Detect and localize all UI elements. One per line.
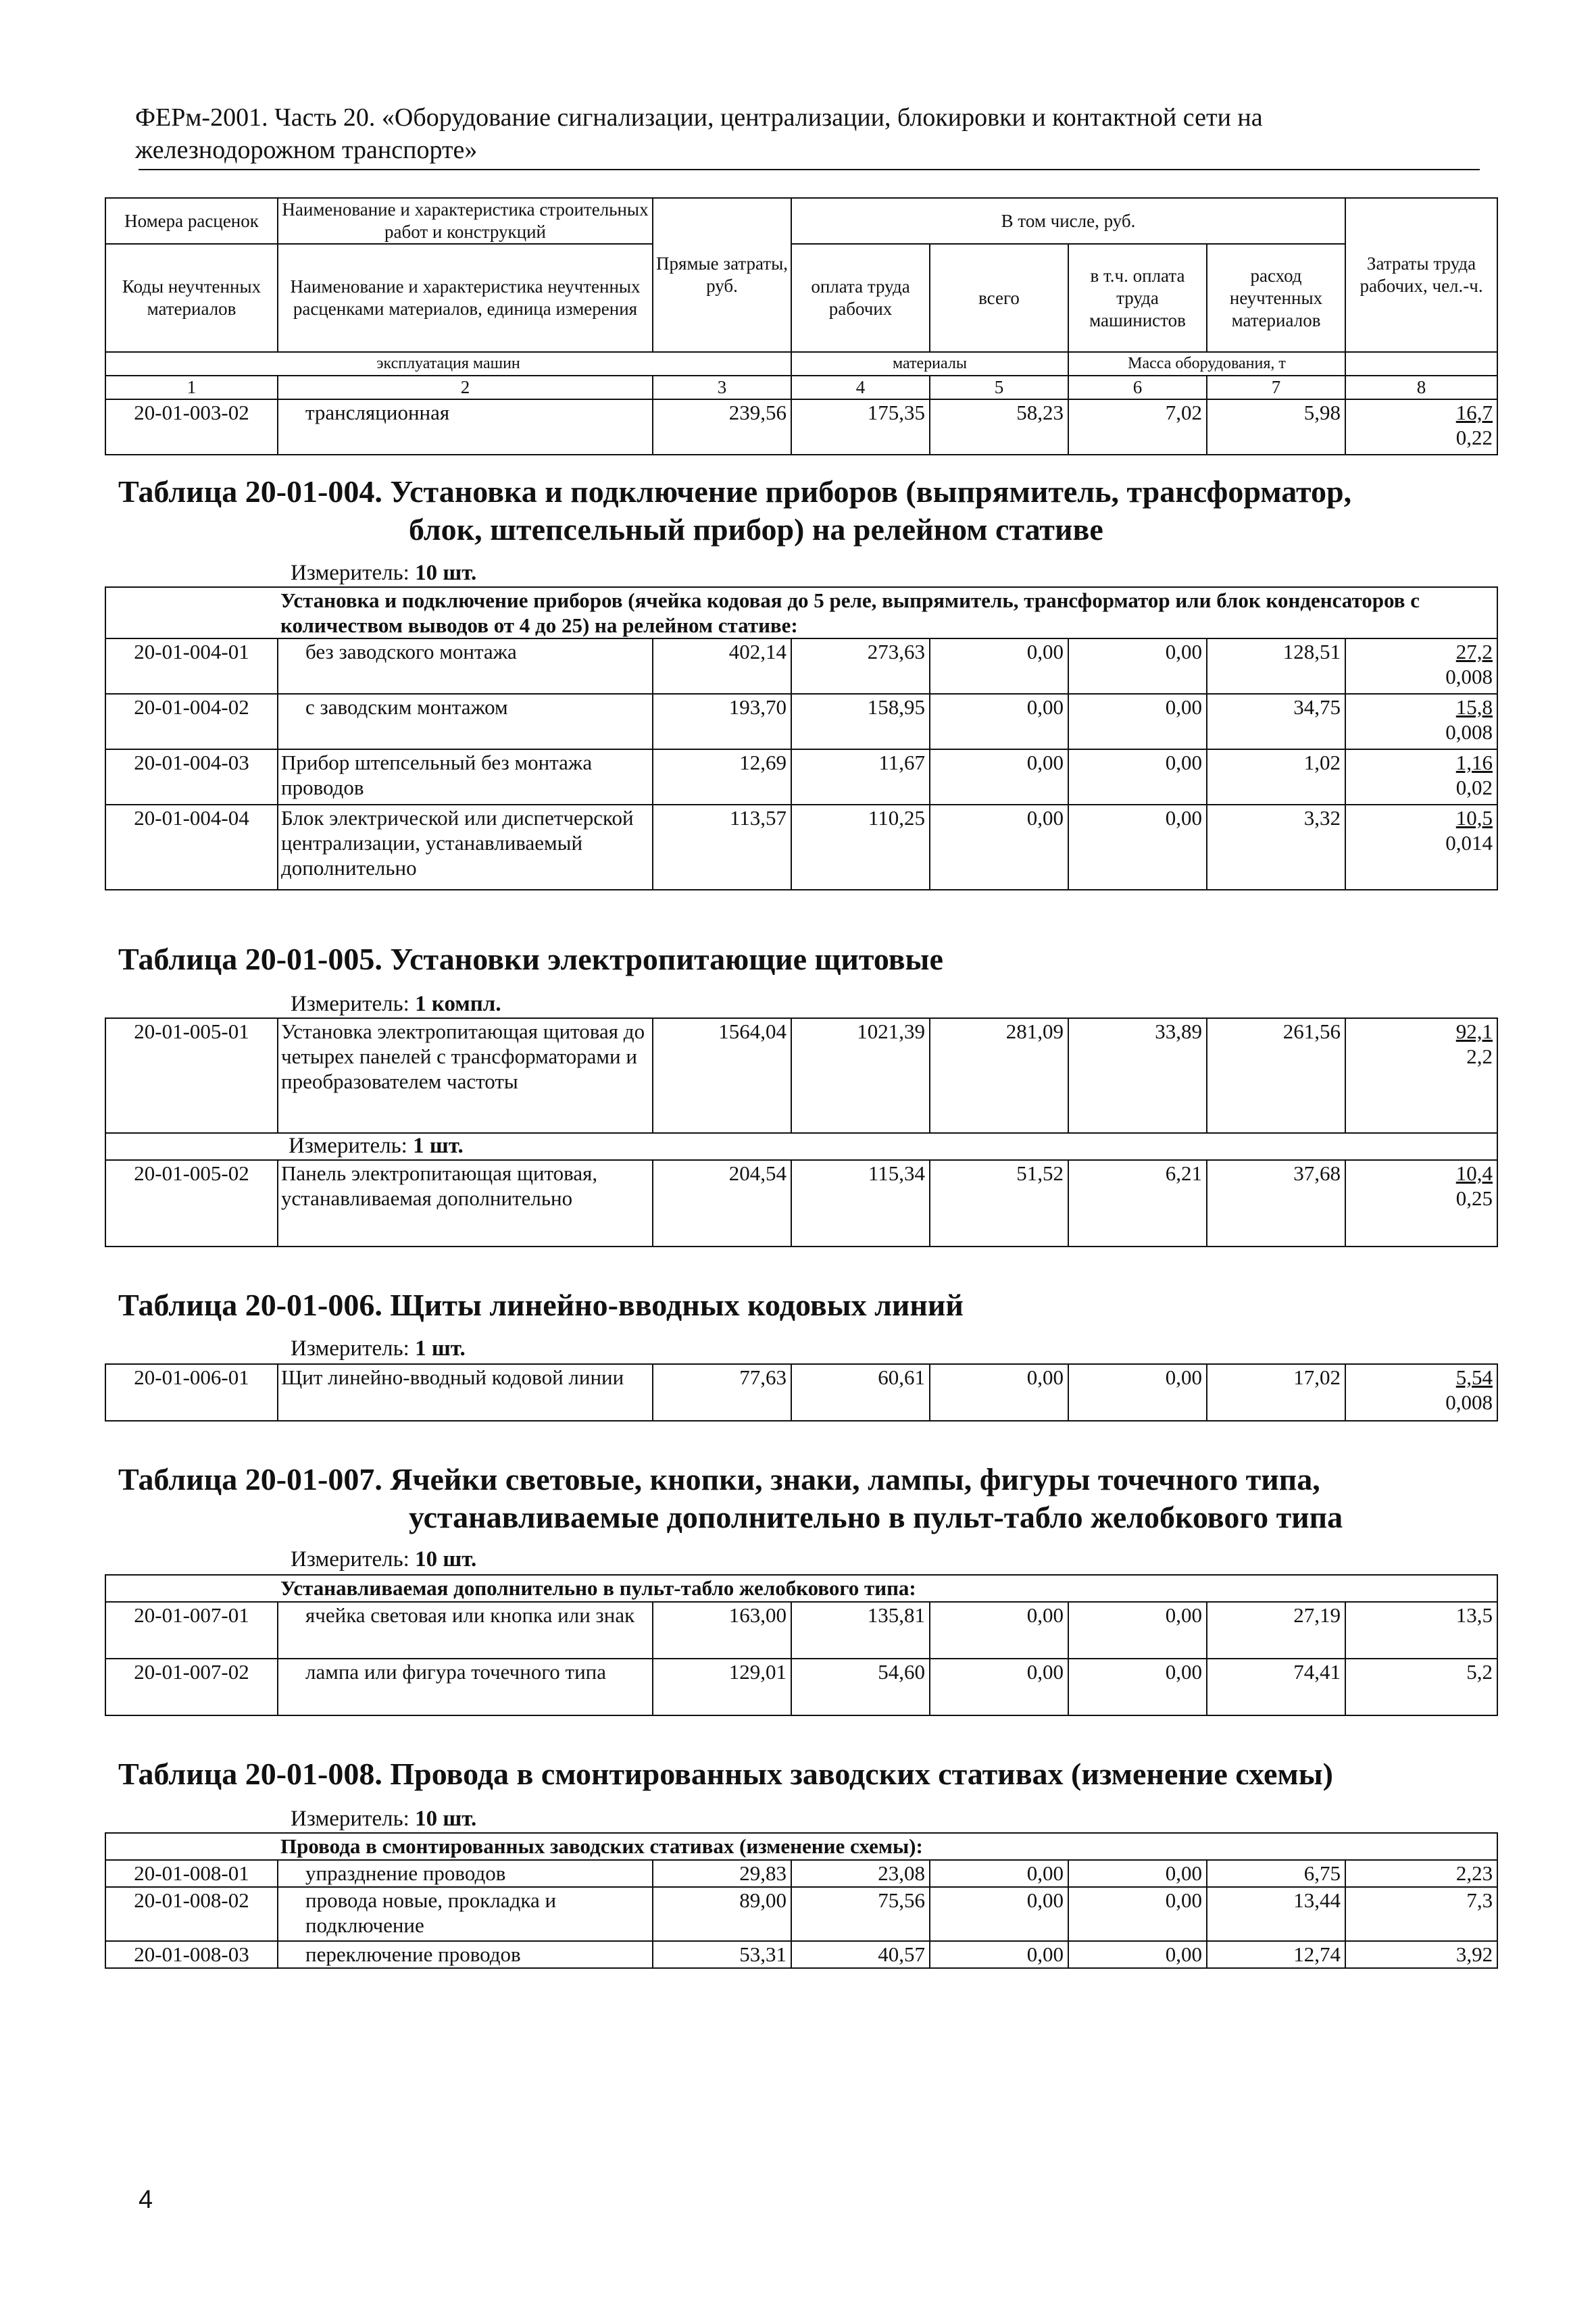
operator-pay: 0,00 — [1068, 1602, 1207, 1659]
labor-pay: 175,35 — [791, 399, 930, 455]
table-row — [105, 694, 1497, 749]
operator-pay: 0,00 — [1068, 638, 1207, 694]
rate-name: упразднение проводов — [278, 1860, 653, 1887]
labor-pay: 75,56 — [791, 1887, 930, 1941]
header-c5: всего — [930, 244, 1068, 352]
machines-total: 0,00 — [930, 749, 1068, 805]
machines-total: 0,00 — [930, 1941, 1068, 1968]
labor-hours: 13,5 — [1345, 1602, 1497, 1659]
table-004-meter: Измеритель: 10 шт. — [291, 561, 477, 585]
labor-pay: 60,61 — [791, 1364, 930, 1421]
operator-pay: 0,00 — [1068, 1659, 1207, 1715]
col-num-7: 7 — [1207, 376, 1345, 399]
rate-code: 20-01-003-02 — [105, 399, 278, 455]
table-007-title: Таблица 20-01-007. Ячейки световые, кнопки, знаки, лампы, фигуры точечного типа, устанавливаемые дополнительно в пульт-табло желобкового типа — [118, 1462, 1343, 1534]
col-num-3: 3 — [653, 376, 791, 399]
machines-total: 0,00 — [930, 694, 1068, 749]
rate-name: трансляционная — [278, 399, 653, 455]
table-007-subheader: Устанавливаемая дополнительно в пульт-табло желобкового типа: — [278, 1575, 1497, 1602]
rate-code: 20-01-006-01 — [105, 1364, 278, 1421]
rate-name: Прибор штепсельный без монтажа проводов — [278, 749, 653, 805]
machines-total: 0,00 — [930, 1887, 1068, 1941]
materials: 17,02 — [1207, 1364, 1345, 1421]
materials: 128,51 — [1207, 638, 1345, 694]
table-008 — [105, 1832, 1498, 1969]
labor-pay: 110,25 — [791, 805, 930, 890]
machines-total: 58,23 — [930, 399, 1068, 455]
labor-hours-mass: 92,1 2,2 — [1345, 1018, 1497, 1133]
labor-pay: 1021,39 — [791, 1018, 930, 1133]
rate-code: 20-01-008-01 — [105, 1860, 278, 1887]
rate-name: провода новые, прокладка и подключение — [278, 1887, 653, 1941]
table-004 — [105, 586, 1498, 890]
materials: 37,68 — [1207, 1160, 1345, 1247]
rate-code: 20-01-007-01 — [105, 1602, 278, 1659]
col-num-8: 8 — [1345, 376, 1497, 399]
direct-cost: 89,00 — [653, 1887, 791, 1941]
materials: 3,32 — [1207, 805, 1345, 890]
rate-name: ячейка световая или кнопка или знак — [278, 1602, 653, 1659]
labor-hours: 5,2 — [1345, 1659, 1497, 1715]
header-c1a: Номера расценок — [105, 198, 278, 244]
table-row — [105, 1860, 1497, 1887]
operator-pay: 0,00 — [1068, 805, 1207, 890]
materials: 261,56 — [1207, 1018, 1345, 1133]
header-c8a: Затраты труда рабочих, чел.-ч. — [1345, 198, 1497, 352]
labor-pay: 40,57 — [791, 1941, 930, 1968]
labor-pay: 23,08 — [791, 1860, 930, 1887]
direct-cost: 53,31 — [653, 1941, 791, 1968]
table-008-title: Таблица 20-01-008. Провода в смонтированных заводских стативах (изменение схемы) — [118, 1757, 1333, 1791]
header-in-total: В том числе, руб. — [791, 198, 1345, 244]
table-008-meter: Измеритель: 10 шт. — [291, 1807, 477, 1831]
labor-hours-mass: 16,7 0,22 — [1345, 399, 1497, 455]
rate-name: Блок электрической или диспетчерской централизации, устанавливаемый дополнительно — [278, 805, 653, 890]
machines-total: 0,00 — [930, 805, 1068, 890]
materials: 27,19 — [1207, 1602, 1345, 1659]
labor-hours-mass: 1,16 0,02 — [1345, 749, 1497, 805]
rate-code: 20-01-004-03 — [105, 749, 278, 805]
col-num-4: 4 — [791, 376, 930, 399]
table-row — [105, 805, 1497, 890]
machines-total: 0,00 — [930, 1860, 1068, 1887]
labor-hours-mass: 5,54 0,008 — [1345, 1364, 1497, 1421]
direct-cost: 29,83 — [653, 1860, 791, 1887]
table-005-title: Таблица 20-01-005. Установки электропитающие щитовые — [118, 942, 943, 976]
labor-pay: 54,60 — [791, 1659, 930, 1715]
operator-pay: 0,00 — [1068, 1887, 1207, 1941]
materials: 1,02 — [1207, 749, 1345, 805]
operator-pay: 0,00 — [1068, 749, 1207, 805]
direct-cost: 77,63 — [653, 1364, 791, 1421]
rate-code: 20-01-007-02 — [105, 1659, 278, 1715]
rate-name: лампа или фигура точечного типа — [278, 1659, 653, 1715]
machines-total: 0,00 — [930, 1659, 1068, 1715]
running-head: ФЕРм-2001. Часть 20. «Оборудование сигнализации, централизации, блокировки и контактной сети на железнодорожном транспорте» — [135, 103, 1263, 164]
operator-pay: 0,00 — [1068, 1941, 1207, 1968]
direct-cost: 239,56 — [653, 399, 791, 455]
rate-code: 20-01-004-01 — [105, 638, 278, 694]
table-row — [105, 638, 1497, 694]
col-num-5: 5 — [930, 376, 1068, 399]
direct-cost: 402,14 — [653, 638, 791, 694]
col-num-6: 6 — [1068, 376, 1207, 399]
header-c3: Прямые затраты, руб. — [653, 198, 791, 352]
header-block — [105, 197, 1498, 455]
header-c2a: Наименование и характеристика строительных работ и конструкций — [278, 198, 653, 244]
header-materials-label: материалы — [791, 352, 1068, 376]
materials: 12,74 — [1207, 1941, 1345, 1968]
rate-name: Установка электропитающая щитовая до четырех панелей с трансформаторами и преобразователем частоты — [278, 1018, 653, 1133]
direct-cost: 204,54 — [653, 1160, 791, 1247]
column-header-table — [105, 197, 1498, 455]
labor-hours: 2,23 — [1345, 1860, 1497, 1887]
table-004-subheader: Установка и подключение приборов (ячейка кодовая до 5 реле, выпрямитель, трансформатор или блок конденсаторов с количеством выводов от 4 до 25) на релейном стативе: — [278, 587, 1497, 638]
machines-total: 0,00 — [930, 1364, 1068, 1421]
page-number: 4 — [139, 2186, 153, 2214]
labor-hours-mass: 27,2 0,008 — [1345, 638, 1497, 694]
header-machines-label: эксплуатация машин — [105, 352, 791, 376]
rate-name: Панель электропитающая щитовая, устанавливаемая дополнительно — [278, 1160, 653, 1247]
rate-code: 20-01-004-04 — [105, 805, 278, 890]
col-num-1: 1 — [105, 376, 278, 399]
table-row — [105, 1018, 1497, 1133]
machines-total: 51,52 — [930, 1160, 1068, 1247]
labor-pay: 158,95 — [791, 694, 930, 749]
table-008-subheader: Провода в смонтированных заводских стативах (изменение схемы): — [278, 1833, 1497, 1860]
table-005-meter: Измеритель: 1 компл. — [291, 992, 501, 1016]
rate-code: 20-01-005-01 — [105, 1018, 278, 1133]
rate-code: 20-01-008-02 — [105, 1887, 278, 1941]
labor-hours-mass: 10,5 0,014 — [1345, 805, 1497, 890]
labor-hours-mass: 15,8 0,008 — [1345, 694, 1497, 749]
header-c4: оплата труда рабочих — [791, 244, 930, 352]
materials: 13,44 — [1207, 1887, 1345, 1941]
direct-cost: 1564,04 — [653, 1018, 791, 1133]
table-row — [105, 1364, 1497, 1421]
labor-pay: 273,63 — [791, 638, 930, 694]
labor-hours-mass: 10,4 0,25 — [1345, 1160, 1497, 1247]
labor-hours: 3,92 — [1345, 1941, 1497, 1968]
direct-cost: 193,70 — [653, 694, 791, 749]
table-row — [105, 399, 1497, 455]
table-row — [105, 749, 1497, 805]
col-num-2: 2 — [278, 376, 653, 399]
rate-name: Щит линейно-вводный кодовой линии — [278, 1364, 653, 1421]
operator-pay: 0,00 — [1068, 1860, 1207, 1887]
machines-total: 281,09 — [930, 1018, 1068, 1133]
operator-pay: 0,00 — [1068, 694, 1207, 749]
header-c1b: Коды неучтенных материалов — [105, 244, 278, 352]
operator-pay: 6,21 — [1068, 1160, 1207, 1247]
operator-pay: 0,00 — [1068, 1364, 1207, 1421]
materials: 34,75 — [1207, 694, 1345, 749]
header-c6: в т.ч. оплата труда машинистов — [1068, 244, 1207, 352]
materials: 6,75 — [1207, 1860, 1345, 1887]
table-005-meter-2: Измеритель: 1 шт. — [105, 1133, 1497, 1160]
materials: 5,98 — [1207, 399, 1345, 455]
materials: 74,41 — [1207, 1659, 1345, 1715]
operator-pay: 33,89 — [1068, 1018, 1207, 1133]
direct-cost: 129,01 — [653, 1659, 791, 1715]
direct-cost: 12,69 — [653, 749, 791, 805]
table-007 — [105, 1574, 1498, 1716]
machines-total: 0,00 — [930, 638, 1068, 694]
header-mass-label: Масса оборудования, т — [1068, 352, 1345, 376]
rate-name: переключение проводов — [278, 1941, 653, 1968]
table-004-title: Таблица 20-01-004. Установка и подключение приборов (выпрямитель, трансформатор, блок, штепсельный прибор) на релейном стативе — [118, 474, 1352, 547]
table-row — [105, 1887, 1497, 1941]
machines-total: 0,00 — [930, 1602, 1068, 1659]
header-c7: расход неучтенных материалов — [1207, 244, 1345, 352]
rate-name: без заводского монтажа — [278, 638, 653, 694]
header-c2b: Наименование и характеристика неучтенных расценками материалов, единица измерения — [278, 244, 653, 352]
table-row — [105, 1602, 1497, 1659]
table-row — [105, 1941, 1497, 1968]
labor-hours: 7,3 — [1345, 1887, 1497, 1941]
labor-pay: 115,34 — [791, 1160, 930, 1247]
direct-cost: 163,00 — [653, 1602, 791, 1659]
labor-pay: 135,81 — [791, 1602, 930, 1659]
table-006 — [105, 1363, 1498, 1422]
direct-cost: 113,57 — [653, 805, 791, 890]
table-007-meter: Измеритель: 10 шт. — [291, 1547, 477, 1571]
labor-pay: 11,67 — [791, 749, 930, 805]
rate-name: с заводским монтажом — [278, 694, 653, 749]
rate-code: 20-01-008-03 — [105, 1941, 278, 1968]
rate-code: 20-01-004-02 — [105, 694, 278, 749]
table-005 — [105, 1017, 1498, 1247]
table-row — [105, 1659, 1497, 1715]
table-006-meter: Измеритель: 1 шт. — [291, 1336, 466, 1361]
table-row — [105, 1160, 1497, 1247]
table-006-title: Таблица 20-01-006. Щиты линейно-вводных кодовых линий — [118, 1288, 964, 1322]
header-rule — [139, 169, 1480, 170]
rate-code: 20-01-005-02 — [105, 1160, 278, 1247]
operator-pay: 7,02 — [1068, 399, 1207, 455]
